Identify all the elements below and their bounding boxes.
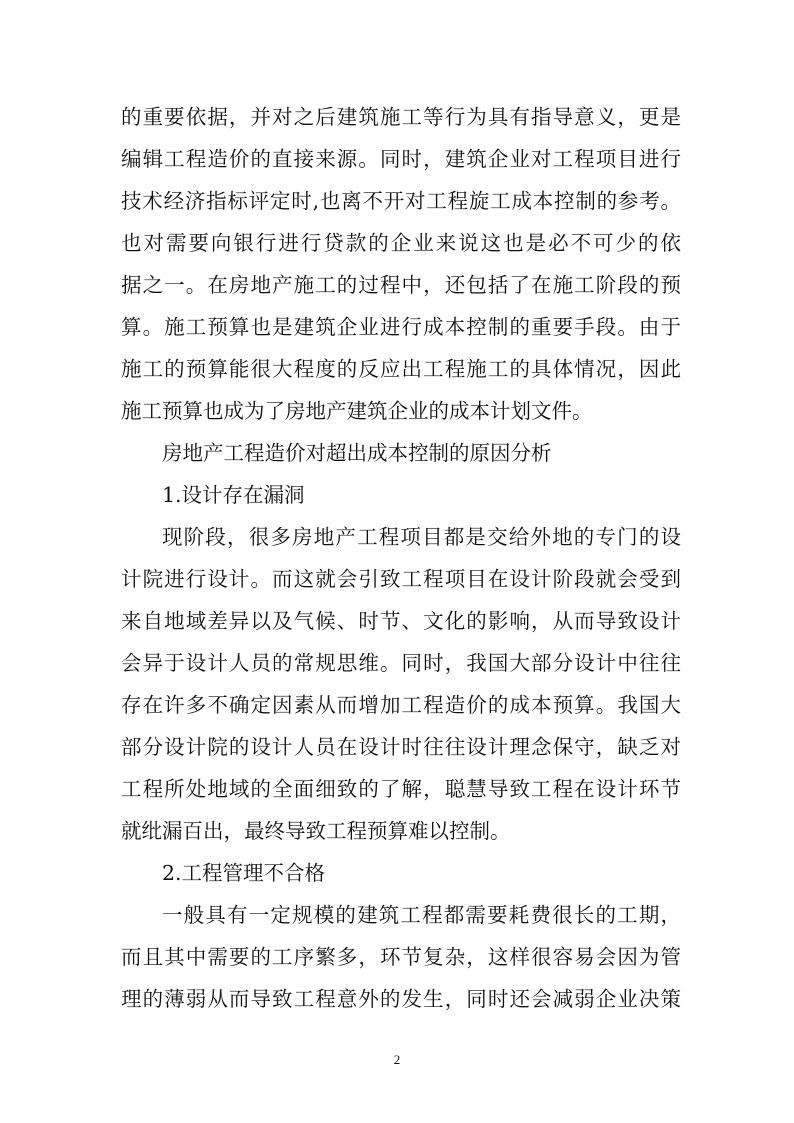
page-number: 2 (393, 1052, 401, 1067)
paragraph-line: 会异于设计人员的常规思维。同时，我国大部分设计中往往 (121, 651, 681, 675)
paragraph-line: 部分设计院的设计人员在设计时往往设计理念保守，缺乏对 (121, 735, 681, 759)
paragraph-line: 施工预算也成为了房地产建筑企业的成本计划文件。 (121, 399, 593, 423)
subheading: 2.工程管理不合格 (162, 861, 326, 885)
paragraph-line: 存在许多不确定因素从而增加工程造价的成本预算。我国大 (121, 693, 681, 717)
paragraph-line: 而且其中需要的工序繁多，环节复杂，这样很容易会因为管 (121, 945, 681, 969)
paragraph-line: 理的薄弱从而导致工程意外的发生，同时还会减弱企业决策 (121, 987, 681, 1011)
paragraph-line: 来自地域差异以及气候、时节、文化的影响，从而导致设计 (121, 609, 681, 633)
paragraph-line: 计院进行设计。而这就会引致工程项目在设计阶段就会受到 (121, 567, 681, 591)
paragraph-line: 就纰漏百出，最终导致工程预算难以控制。 (121, 819, 511, 843)
paragraph-line: 编辑工程造价的直接来源。同时，建筑企业对工程项目进行 (121, 147, 681, 171)
subheading: 1.设计存在漏洞 (162, 483, 305, 507)
paragraph-line: 工程所处地域的全面细致的了解，聪慧导致工程在设计环节 (121, 777, 681, 801)
paragraph-line: 的重要依据，并对之后建筑施工等行为具有指导意义，更是 (121, 105, 681, 129)
paragraph-line: 也对需要向银行进行贷款的企业来说这也是必不可少的依 (121, 231, 681, 255)
paragraph-line: 施工的预算能很大程度的反应出工程施工的具体情况，因此 (121, 357, 681, 381)
section-title: 房地产工程造价对超出成本控制的原因分析 (162, 441, 552, 465)
paragraph-line: 一般具有一定规模的建筑工程都需要耗费很长的工期， (162, 903, 681, 927)
paragraph-line: 现阶段，很多房地产工程项目都是交给外地的专门的设 (162, 525, 681, 549)
paragraph-line: 算。施工预算也是建筑企业进行成本控制的重要手段。由于 (121, 315, 681, 339)
paragraph-line: 据之一。在房地产施工的过程中，还包括了在施工阶段的预 (121, 273, 681, 297)
paragraph-line: 技术经济指标评定时,也离不开对工程旋工成本控制的参考。 (121, 189, 681, 213)
